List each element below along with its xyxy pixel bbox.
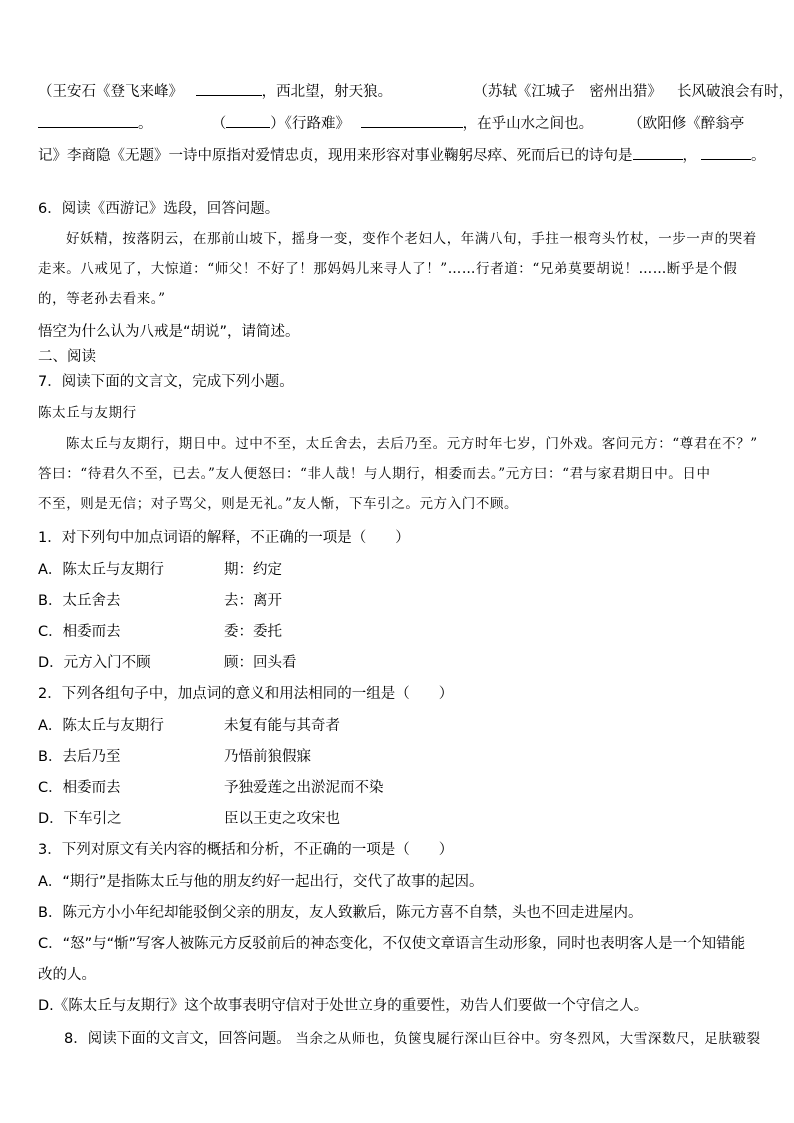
answer-blank[interactable] bbox=[226, 113, 270, 128]
fill-text: ，西北望，射天狼。 bbox=[261, 84, 393, 100]
fill-line-3 bbox=[38, 145, 766, 166]
option-label: A．陈太丘与友期行 bbox=[38, 562, 164, 578]
option-a[interactable] bbox=[38, 716, 340, 736]
subquestion-3: 3．下列对原文有关内容的概括和分析，不正确的一项是（ ） bbox=[38, 842, 454, 858]
q6-passage-line: 的，等老孙去看来。” bbox=[38, 291, 166, 307]
option-label: A．陈太丘与友期行 bbox=[38, 718, 164, 734]
option-d[interactable] bbox=[38, 653, 297, 673]
option-b[interactable] bbox=[38, 747, 311, 767]
option-c[interactable]: C．“怒”与“惭”写客人被陈元方反驳前后的神态变化，不仅使文章语言生动形象，同时也表明客人是一个知错能 bbox=[38, 936, 746, 952]
option-label: D．元方入门不顾 bbox=[38, 655, 151, 671]
fill-line-2 bbox=[38, 113, 744, 134]
option-text: 予独爱莲之出淤泥而不染 bbox=[224, 780, 384, 796]
option-label: C．相委而去 bbox=[38, 624, 121, 640]
option-b[interactable]: B．陈元方小小年纪却能驳倒父亲的朋友，友人致歉后，陈元方喜不自禁，头也不回走进屋内。 bbox=[38, 905, 643, 921]
question-8-lead: 8．阅读下面的文言文，回答问题。 bbox=[64, 1031, 291, 1047]
subquestion-2: 2．下列各组句子中，加点词的意义和用法相同的一组是（ ） bbox=[38, 686, 454, 702]
q7-passage-line: 陈太丘与友期行，期日中。过中不至，太丘舍去，去后乃至。元方时年七岁，门外戏。客问元方：“尊君在不？” bbox=[66, 436, 758, 452]
section-heading: 二、阅读 bbox=[38, 349, 96, 365]
question-6-prompt: 悟空为什么认为八戒是“胡说”，请简述。 bbox=[38, 324, 300, 340]
option-text: 臣以王吏之攻宋也 bbox=[224, 811, 340, 827]
option-text: 乃悟前狼假寐 bbox=[224, 749, 311, 765]
option-a[interactable]: A．“期行”是指陈太丘与他的朋友约好一起出行，交代了故事的起因。 bbox=[38, 874, 484, 890]
answer-blank[interactable] bbox=[196, 81, 262, 96]
option-text: 未复有能与其奇者 bbox=[224, 718, 340, 734]
fill-text: 。 bbox=[751, 148, 766, 164]
question-8 bbox=[64, 1029, 761, 1049]
option-text: 期：约定 bbox=[224, 562, 282, 578]
option-b[interactable] bbox=[38, 591, 282, 611]
fill-line-1 bbox=[38, 81, 793, 102]
q6-passage-line: 走来。八戒见了，大惊道：“师父！不好了！那妈妈儿来寻人了！”……行者道：“兄弟莫要胡说！……断乎是个假 bbox=[38, 261, 738, 277]
fill-text: ，在乎山水之间也。 bbox=[462, 116, 594, 132]
question-6-title: 6．阅读《西游记》选段，回答问题。 bbox=[38, 201, 280, 217]
option-c[interactable] bbox=[38, 778, 384, 798]
fill-text: （王安石《登飞来峰》 bbox=[38, 84, 183, 100]
option-text: 顾：回头看 bbox=[224, 655, 297, 671]
fill-text: （苏轼《江城子 密州出猎》 bbox=[473, 84, 662, 100]
fill-text: 长风破浪会有时， bbox=[677, 84, 794, 100]
answer-blank[interactable] bbox=[701, 145, 751, 160]
answer-blank[interactable] bbox=[633, 145, 683, 160]
q6-passage-line: 好妖精，按落阴云，在那前山坡下，摇身一变，变作个老妇人，年满八旬，手拄一根弯头竹杖，一步一声的哭着 bbox=[66, 231, 757, 247]
option-c[interactable] bbox=[38, 622, 282, 642]
fill-text: 记》李商隐《无题》一诗中原指对爱情忠贞，现用来形容对事业鞠躬尽瘁、死而后已的诗句是 bbox=[38, 148, 633, 164]
option-label: B．去后乃至 bbox=[38, 749, 121, 765]
question-8-passage: 当余之从师也，负箧曳屣行深山巨谷中。穷冬烈风，大雪深数尺，足肤皲裂 bbox=[295, 1031, 761, 1047]
fill-text: ， bbox=[682, 148, 697, 164]
answer-blank[interactable] bbox=[361, 113, 463, 128]
option-a[interactable] bbox=[38, 560, 282, 580]
fill-text: （欧阳修《醉翁亭 bbox=[628, 116, 745, 132]
fill-text: 。 bbox=[138, 116, 153, 132]
option-label: D．下车引之 bbox=[38, 811, 122, 827]
passage-title: 陈太丘与友期行 bbox=[38, 405, 137, 421]
subquestion-1: 1．对下列句中加点词语的解释，不正确的一项是（ ） bbox=[38, 530, 410, 546]
option-text: 委：委托 bbox=[224, 624, 282, 640]
q7-passage-line: 不至，则是无信；对子骂父，则是无礼。”友人惭，下车引之。元方入门不顾。 bbox=[38, 496, 519, 512]
q7-passage-line: 答曰：“待君久不至，已去。”友人便怒曰：“非人哉！与人期行，相委而去。”元方曰：“君与家君期日中。日中 bbox=[38, 466, 711, 482]
question-7-title: 7．阅读下面的文言文，完成下列小题。 bbox=[38, 374, 294, 390]
option-c-continued: 改的人。 bbox=[38, 967, 96, 983]
option-d[interactable]: D.《陈太丘与友期行》这个故事表明守信对于处世立身的重要性，劝告人们要做一个守信之人。 bbox=[38, 998, 649, 1014]
answer-blank[interactable] bbox=[38, 113, 138, 128]
fill-text: ）《行路难》 bbox=[270, 116, 350, 132]
option-label: C．相委而去 bbox=[38, 780, 121, 796]
option-label: B．太丘舍去 bbox=[38, 593, 121, 609]
fill-text: （ bbox=[211, 116, 227, 132]
option-d[interactable] bbox=[38, 809, 340, 829]
option-text: 去：离开 bbox=[224, 593, 282, 609]
